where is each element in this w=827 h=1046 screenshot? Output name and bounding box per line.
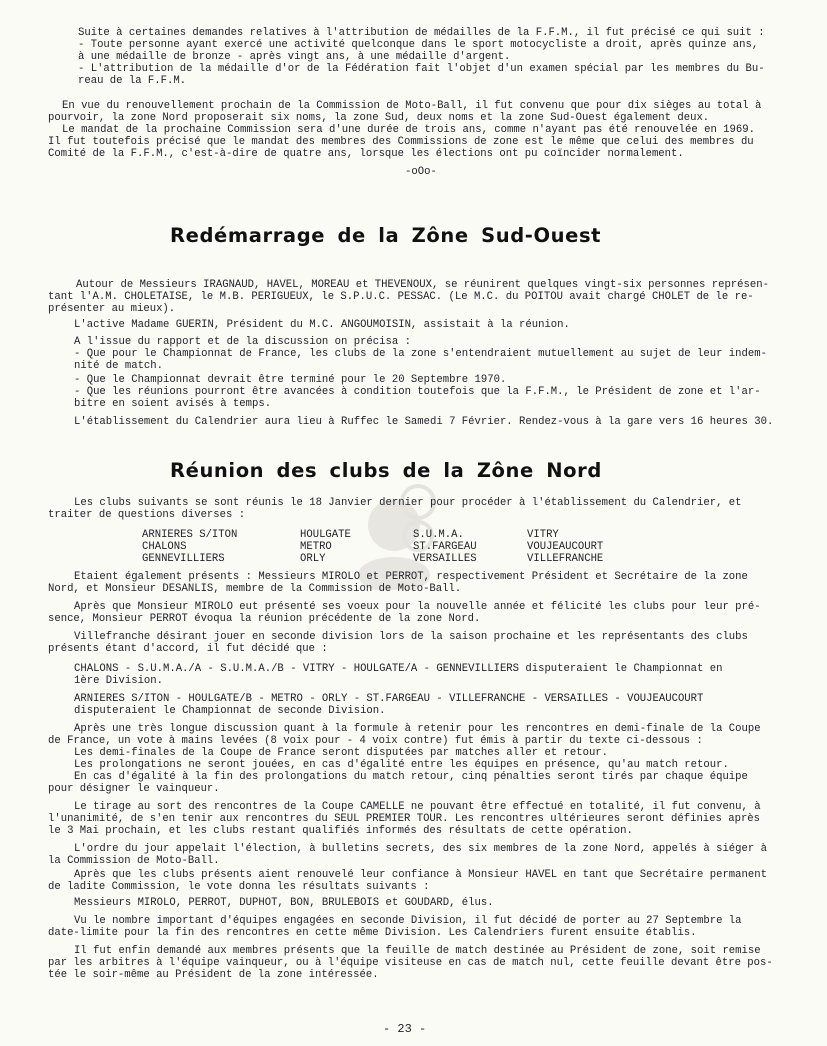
text-line: Nord, et Monsieur DESANLIS, membre de la Commission de Moto-Ball. bbox=[48, 583, 462, 595]
text-line: à une médaille de bronze - après vingt ans, à une médaille d'argent. bbox=[78, 51, 511, 63]
club-name: ST.FARGEAU bbox=[413, 541, 477, 553]
text-line: - Que les réunions pourront être avancées à condition toutefois que la F.F.M., le Président de zone et l'ar- bbox=[74, 386, 761, 398]
text-line: - L'attribution de la médaille d'or de la Fédération fait l'objet d'un examen spécial par les membres du Bu- bbox=[78, 63, 765, 75]
club-name: VILLEFRANCHE bbox=[527, 553, 604, 565]
text-line: pourvoir, la zone Nord proposerait six noms, la zone Sud, deux noms et la zone Sud-Ouest également deux. bbox=[48, 112, 710, 124]
text-line: pour désigner le vainqueur. bbox=[48, 783, 220, 795]
club-name: S.U.M.A. bbox=[413, 529, 464, 541]
text-line: A l'issue du rapport et de la discussion on précisa : bbox=[74, 336, 411, 348]
text-line: - Que le Championnat devrait être terminé pour le 20 Septembre 1970. bbox=[74, 374, 507, 386]
text-line: Le tirage au sort des rencontres de la Coupe CAMELLE ne pouvant être effectué en totalité, il fut convenu, à bbox=[74, 801, 761, 813]
text-line: de France, un vote à mains levées (8 voix pour - 4 voix contre) fut émis à partir du texte ci-dessous : bbox=[48, 735, 703, 747]
text-line: présents étant d'accord, il fut décidé que : bbox=[48, 643, 328, 655]
page-number: - 23 - bbox=[383, 1022, 427, 1036]
heading-sud-ouest: Redémarrage de la Zône Sud-Ouest bbox=[170, 224, 602, 247]
text-line: 1ère Division. bbox=[74, 675, 164, 687]
text-line: nité de match. bbox=[74, 360, 164, 372]
text-line: date-limite pour la fin des rencontres en cette même Division. Les Calendriers furent ensuite établis. bbox=[48, 927, 697, 939]
text-line: l'unanimité, de s'en tenir aux rencontres du SEUL PREMIER TOUR. Les rencontres ultérieures seront définies après bbox=[48, 813, 761, 825]
text-line: En vue du renouvellement prochain de la Commission de Moto-Ball, il fut convenu que pour dix sièges au total à bbox=[62, 100, 762, 112]
text-line: Les clubs suivants se sont réunis le 18 Janvier dernier pour procéder à l'établissement du Calendrier, et bbox=[74, 497, 742, 509]
text-line: CHALONS - S.U.M.A./A - S.U.M.A./B - VITRY - HOULGATE/A - GENNEVILLIERS disputeraient le Championnat en bbox=[74, 663, 723, 675]
club-name: VOUJEAUCOURT bbox=[527, 541, 604, 553]
text-line: présenter au mieux). bbox=[48, 303, 176, 315]
text-line: Suite à certaines demandes relatives à l'attribution de médailles de la F.F.M., il fut précisé ce qui suit : bbox=[78, 27, 765, 39]
club-name: METRO bbox=[300, 541, 332, 553]
text-line: L'établissement du Calendrier aura lieu à Ruffec le Samedi 7 Février. Rendez-vous à la gare vers 16 heures 30. bbox=[74, 416, 774, 428]
text-line: L'active Madame GUERIN, Président du M.C. ANGOUMOISIN, assistait à la réunion. bbox=[74, 319, 570, 331]
club-name: HOULGATE bbox=[300, 529, 351, 541]
text-line: par les arbitres à l'équipe vainqueur, ou à l'équipe visiteuse en cas de match nul, cette feuille devant être pos- bbox=[48, 957, 773, 969]
text-line: ARNIERES S/ITON - HOULGATE/B - METRO - ORLY - ST.FARGEAU - VILLEFRANCHE - VERSAILLES - VOUJEAUCOURT bbox=[74, 693, 704, 705]
text-line: de ladite Commission, le vote donna les résultats suivants : bbox=[48, 881, 430, 893]
text-line: Après une très longue discussion quant à la formule à retenir pour les rencontres en demi-finale de la Coupe bbox=[74, 723, 761, 735]
club-name: GENNEVILLIERS bbox=[142, 553, 225, 565]
text-line: Après que Monsieur MIROLO eut présenté ses voeux pour la nouvelle année et félicité les clubs pour leur pré- bbox=[74, 601, 761, 613]
separator: -oOo- bbox=[405, 166, 437, 178]
text-line: traiter de questions diverses : bbox=[48, 509, 246, 521]
text-line: Les prolongations ne seront jouées, en cas d'égalité entre les équipes en présence, qu'au match retour. bbox=[74, 759, 729, 771]
text-line: sence, Monsieur PERROT évoqua la réunion précédente de la zone Nord. bbox=[48, 613, 481, 625]
club-name: ARNIERES S/ITON bbox=[142, 529, 238, 541]
text-line: tant l'A.M. CHOLETAISE, le M.B. PERIGUEUX, le S.P.U.C. PESSAC. (Le M.C. du POITOU avait chargé CHOLET de le re- bbox=[48, 291, 754, 303]
text-line: la Commission de Moto-Ball. bbox=[48, 855, 220, 867]
heading-zone-nord: Réunion des clubs de la Zône Nord bbox=[170, 459, 602, 482]
club-name: ORLY bbox=[300, 553, 326, 565]
text-line: - Toute personne ayant exercé une activité quelconque dans le sport motocycliste a droit, après quinze ans, bbox=[78, 39, 759, 51]
text-line: Villefranche désirant jouer en seconde division lors de la saison prochaine et les représentants des clubs bbox=[74, 631, 748, 643]
text-line: Autour de Messieurs IRAGNAUD, HAVEL, MOREAU et THEVENOUX, se réunirent quelques vingt-six personnes représen- bbox=[76, 279, 769, 291]
text-line: Les demi-finales de la Coupe de France seront disputées par matches aller et retour. bbox=[74, 747, 609, 759]
text-line: Après que les clubs présents aient renouvelé leur confiance à Monsieur HAVEL en tant que Secrétaire permanent bbox=[74, 869, 767, 881]
text-line: le 3 Mai prochain, et les clubs restant qualifiés informés des résultats de cette opération. bbox=[48, 825, 633, 837]
text-line: - Que pour le Championnat de France, les clubs de la zone s'entendraient mutuellement au sujet de leur indem- bbox=[74, 348, 767, 360]
text-line: L'ordre du jour appelait l'élection, à bulletins secrets, des six membres de la zone Nord, appelés à siéger à bbox=[74, 843, 767, 855]
text-line: Etaient également présents : Messieurs MIROLO et PERROT, respectivement Président et Secrétaire de la zone bbox=[74, 571, 748, 583]
text-line: bitre en soient avisés à temps. bbox=[74, 398, 272, 410]
club-name: VITRY bbox=[527, 529, 559, 541]
club-name: CHALONS bbox=[142, 541, 187, 553]
text-line: Le mandat de la prochaine Commission sera d'une durée de trois ans, comme n'ayant pas été renouvelée en 1969. bbox=[62, 124, 755, 136]
text-line: En cas d'égalité à la fin des prolongations du match retour, cinq pénalties seront tirés par chaque équipe bbox=[74, 771, 748, 783]
text-line: tée le soir-même au Président de la zone intéressée. bbox=[48, 969, 379, 981]
text-line: reau de la F.F.M. bbox=[78, 75, 187, 87]
text-line: Il fut enfin demandé aux membres présents que la feuille de match destinée au Président de zone, soit remise bbox=[74, 945, 761, 957]
club-name: VERSAILLES bbox=[413, 553, 477, 565]
text-line: Comité de la F.F.M., c'est-à-dire de quatre ans, lorsque les élections ont pu coïncider normalement. bbox=[48, 148, 684, 160]
text-line: Vu le nombre important d'équipes engagées en seconde Division, il fut décidé de porter au 27 Septembre la bbox=[74, 915, 742, 927]
text-line: Il fut toutefois précisé que le mandat des membres des Commissions de zone est le même que celui des membres du bbox=[48, 136, 754, 148]
text-line: Messieurs MIROLO, PERROT, DUPHOT, BON, BRULEBOIS et GOUDARD, élus. bbox=[74, 897, 494, 909]
text-line: disputeraient le Championnat de seconde Division. bbox=[74, 705, 386, 717]
